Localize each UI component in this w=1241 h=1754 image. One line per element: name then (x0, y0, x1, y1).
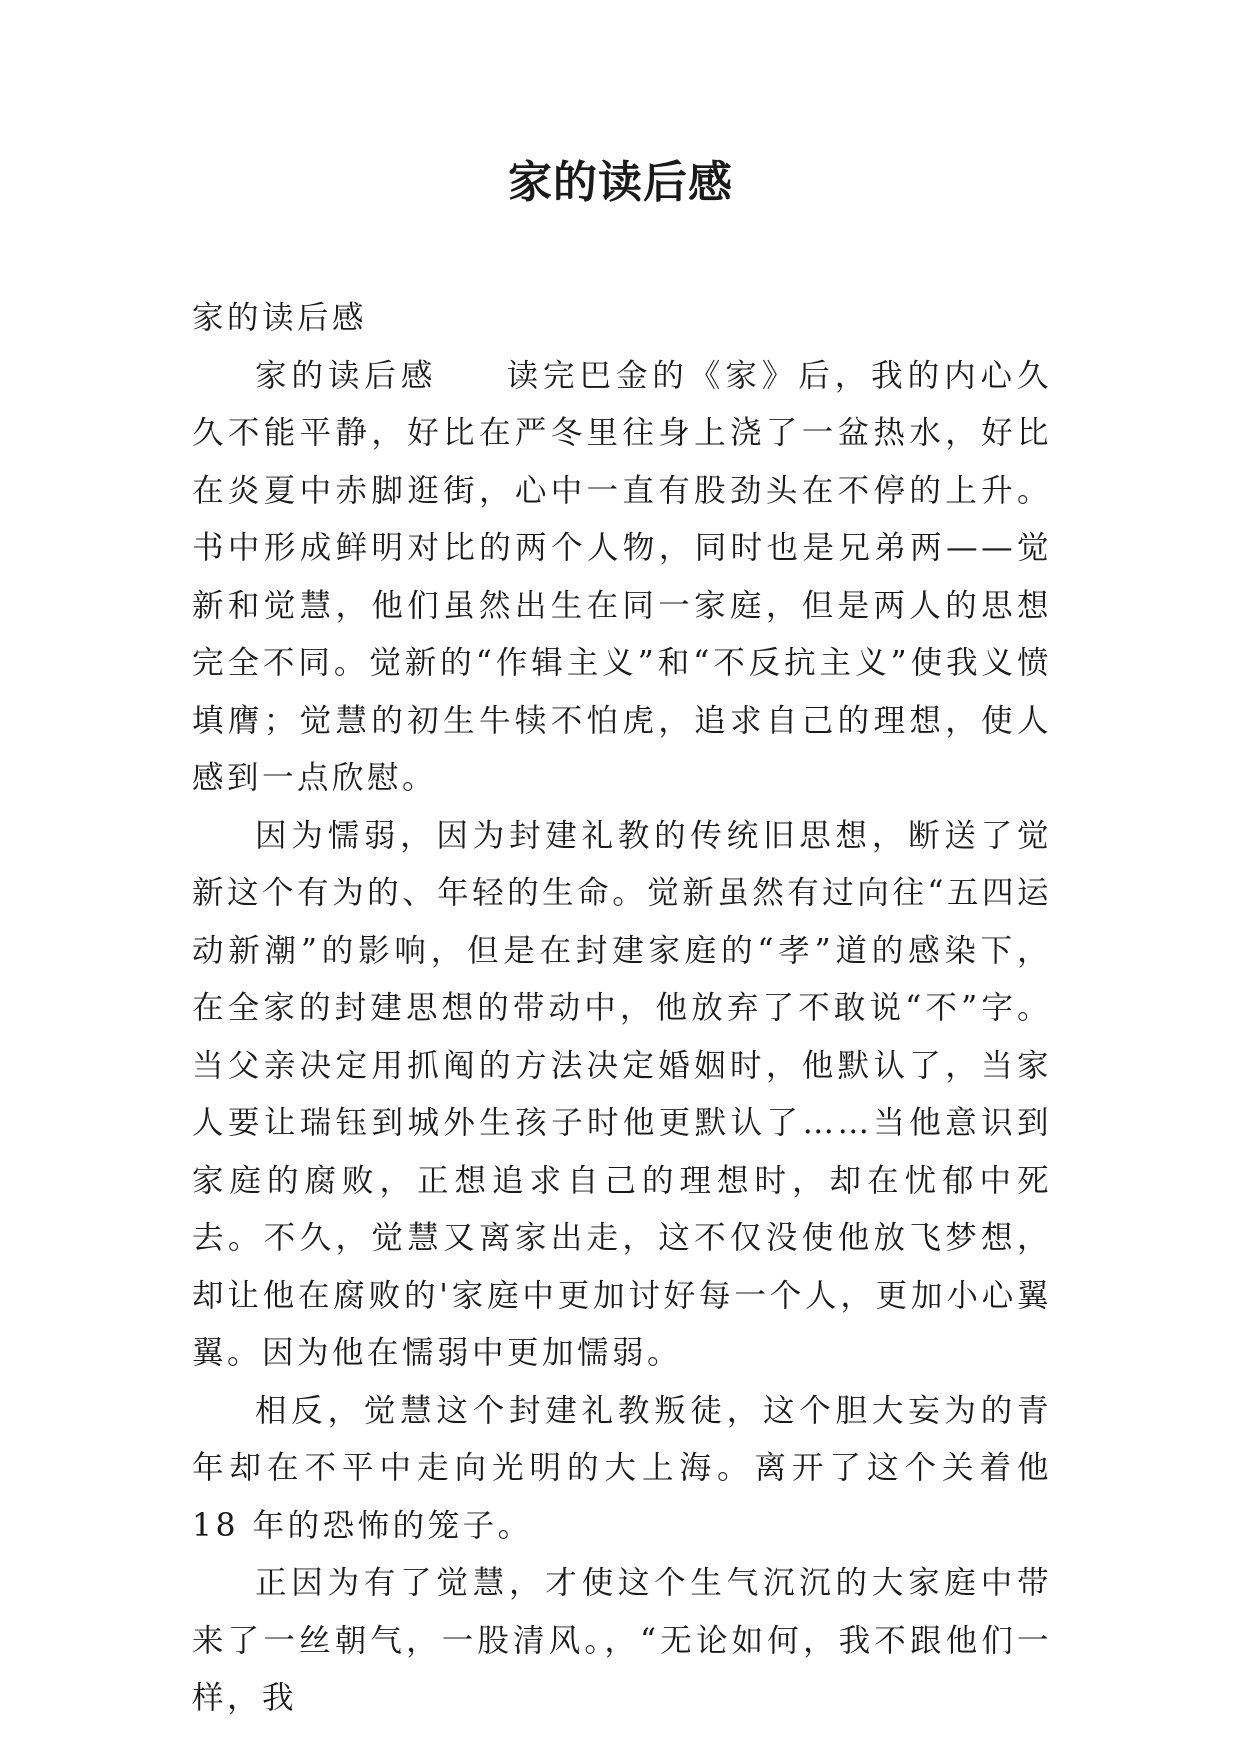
document-body (192, 290, 1052, 1728)
paragraph-1-text: 读完巴金的《家》后，我的内心久久不能平静，好比在严冬里往身上浇了一盆热水，好比在炎夏中赤脚逛街，心中一直有股劲头在不停的上升。书中形成鲜明对比的两个人物，同时也是兄弟两——觉新和觉慧，他们虽然出生在同一家庭，但是两人的思想完全不同。觉新的“作辑主义”和“不反抗主义”使我义愤填膺；觉慧的初生牛犊不怕虎，追求自己的理想，使人感到一点欣慰。 (192, 357, 1052, 796)
document-title: 家的读后感 (508, 157, 733, 208)
paragraph-4: 正因为有了觉慧，才使这个生气沉沉的大家庭中带来了一丝朝气，一股清风。，“无论如何，我不跟他们一样，我 (192, 1565, 1052, 1716)
section-heading: 家的读后感 (192, 300, 368, 336)
paragraph-3: 相反，觉慧这个封建礼教叛徒，这个胆大妄为的青年却在不平中走向光明的大上海。离开了这个关着他 18 年的恐怖的笼子。 (192, 1392, 1052, 1544)
paragraph-1 (192, 348, 1052, 808)
paragraph-1-lead: 家的读后感 (255, 357, 438, 394)
paragraph-2: 因为懦弱，因为封建礼教的传统旧思想，断送了觉新这个有为的、年轻的生命。觉新虽然有过向往“五四运动新潮”的影响，但是在封建家庭的“孝”道的感染下，在全家的封建思想的带动中，他放弃了不敢说“不”字。当父亲决定用抓阄的方法决定婚姻时，他默认了，当家人要让瑞钰到城外生孩子时他更默认了……当他意识到家庭的腐败，正想追求自己的理想时，却在忧郁中死去。不久，觉慧又离家出走，这不仅没使他放飞梦想，却让他在腐败的'家庭中更加讨好每一个人，更加小心翼翼。因为他在懦弱中更加懦弱。 (192, 817, 1052, 1371)
